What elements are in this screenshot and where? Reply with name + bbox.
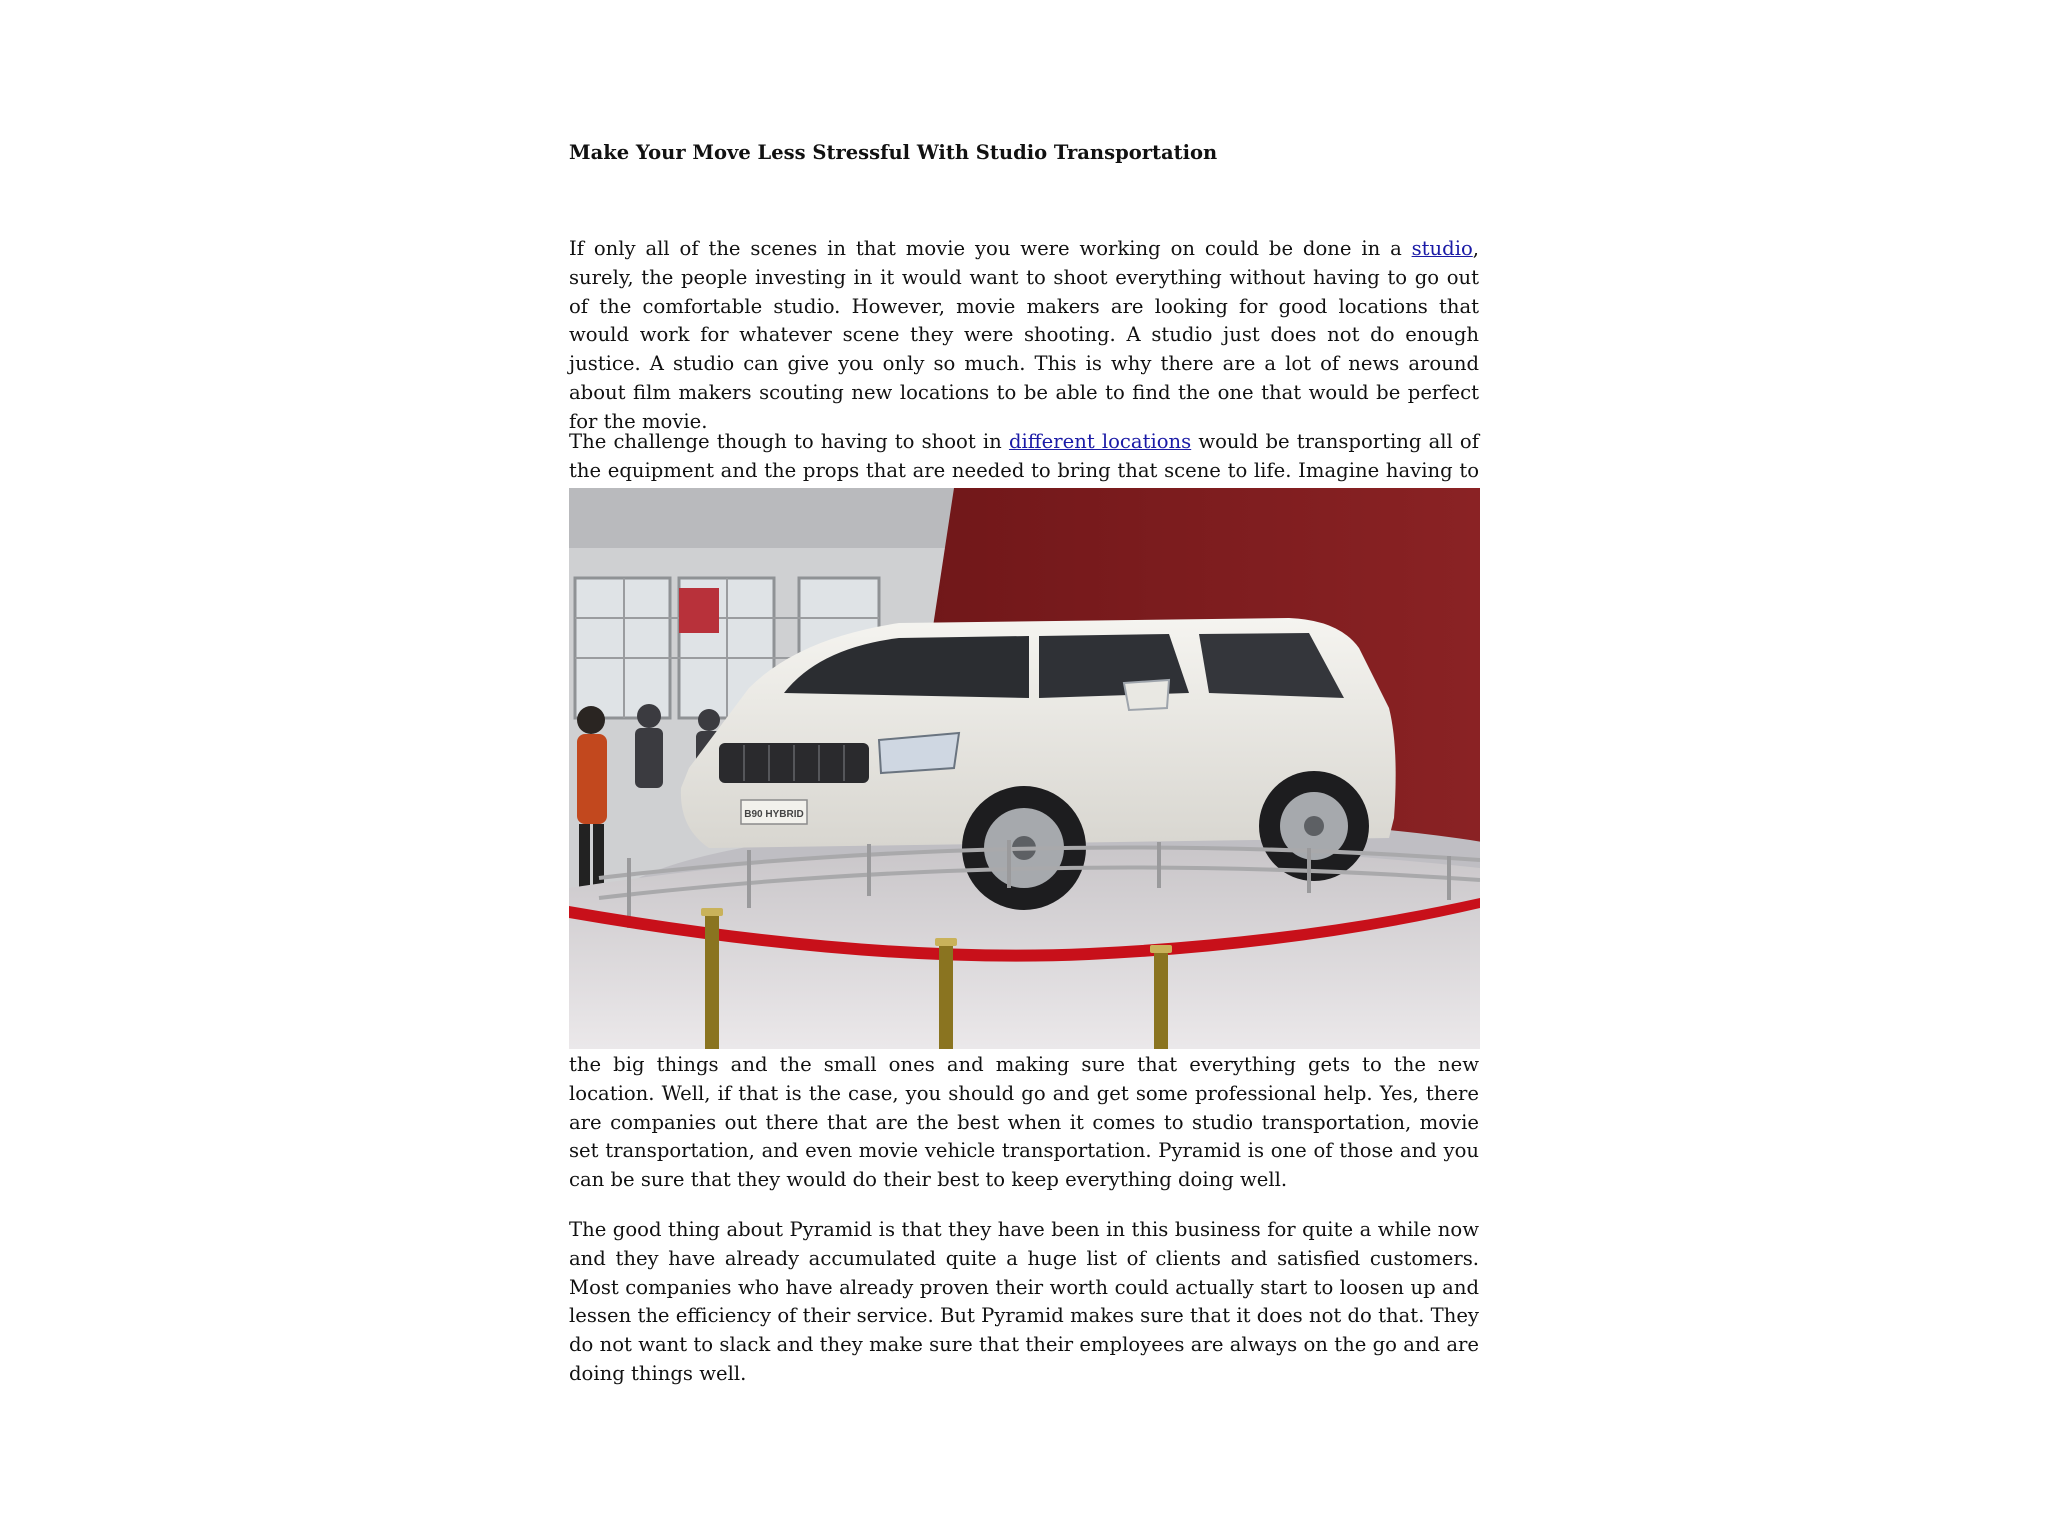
suv-showroom-photo [569, 488, 1480, 1049]
different-locations-link[interactable]: different locations [1008, 430, 1192, 453]
paragraph-1-text-after-link: , surely, the people investing in it would want to shoot everything without having to go out of the comfortable studio. However, movie makers are looking for good locations that would work for whatever scene they were shooting. A studio just does not do enough justice. A studio can give you only so much. This is why there are a lot of news around about film makers scouting new locations to be able to find the one that would be perfect for the movie. [569, 237, 1479, 433]
paragraph-2-text-after-link: would be transporting all of the equipment and the props that are needed to bring that scene to life. Imagine having to [569, 430, 1479, 482]
paragraph-3: the big things and the small ones and making sure that everything gets to the new location. Well, if that is the case, you should go and get some professional help. Yes, there are companies out there that are the best when it comes to studio transportation, movie set transportation, and even movie vehicle transportation. Pyramid is one of those and you can be sure that they would do their best to keep everything doing well. [569, 1053, 1479, 1192]
paragraph-4: The good thing about Pyramid is that they have been in this business for quite a while now and they have already accumulated quite a huge list of clients and satisfied customers. Most companies who have already proven their worth could actually start to loosen up and lessen the efficiency of their service. But Pyramid makes sure that it does not do that. They do not want to slack and they make sure that their employees are always on the go and are doing things well. [569, 1218, 1479, 1385]
paragraph-1 [569, 235, 1479, 437]
paragraph-1-text-before-link: If only all of the scenes in that movie you were working on could be done in a [569, 237, 1412, 260]
studio-link[interactable]: studio [1411, 237, 1473, 260]
svg-text:B90 HYBRID: B90 HYBRID [744, 809, 804, 820]
document-title: Make Your Move Less Stressful With Studio Transportation [569, 141, 1218, 164]
paragraph-2-text-before-link: The challenge though to having to shoot in [569, 430, 1009, 453]
headlight [879, 733, 959, 773]
red-sign [679, 588, 719, 633]
